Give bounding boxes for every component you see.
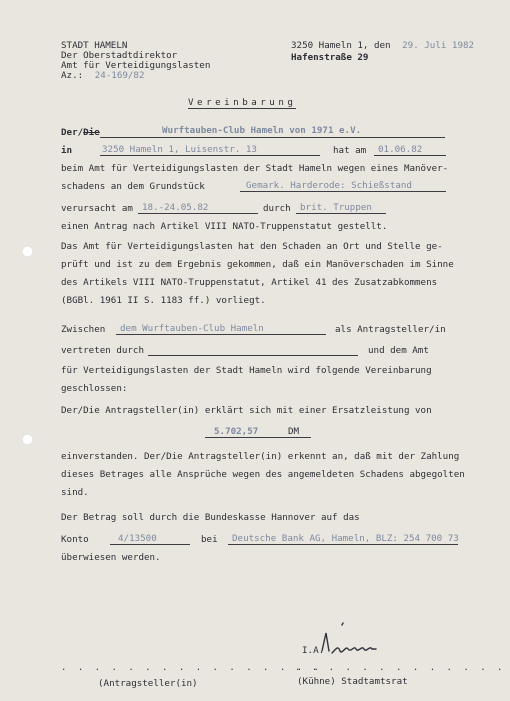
claimant-name: Wurftauben-Club Hameln von 1971 e.V.	[162, 125, 362, 136]
property-line	[240, 191, 446, 192]
ueberwiesen-line: überwiesen werden.	[61, 552, 161, 563]
letter-date: 29. Juli 1982	[402, 40, 475, 51]
durch-label: durch	[263, 203, 291, 214]
ersatz-line: Der/Die Antragsteller(in) erklärt sich mit einer Ersatzleistung von	[61, 405, 432, 416]
paragraph-line-3: des Artikels VIII NATO-Truppenstatut, Artikel 41 des Zusatzabkommens	[61, 277, 438, 288]
left-signature-dots: . . . . . . . . . . . . . . . .	[61, 663, 322, 673]
in-label: in	[61, 145, 73, 156]
compensation-amount: 5.702,57	[214, 426, 259, 437]
account-number: 4/13500	[118, 533, 157, 544]
struck-die: Die	[83, 127, 100, 138]
damage-cause-line	[296, 213, 386, 214]
property-description: Gemark. Harderode: Schießstand	[246, 180, 412, 191]
file-reference-value: 24-169/82	[94, 70, 145, 81]
file-reference-label: Az.:	[61, 70, 84, 81]
einverstanden-line-2: dieses Betrages alle Ansprüche wegen des angemeldeten Schadens abgegolten	[61, 469, 465, 480]
paragraph-line-1: Das Amt für Verteidigungslasten hat den Schaden an Ort und Stelle ge-	[61, 241, 443, 252]
amt-line: beim Amt für Verteidigungslasten der Stadt Hameln wegen eines Manöver-	[61, 163, 449, 174]
right-signature-dots: . . . . . . . . . . . . .	[295, 663, 506, 673]
grundstueck-label: schadens an dem Grundstück	[61, 181, 205, 192]
vertreten-line	[148, 355, 358, 356]
zwischen-party: dem Wurftauben-Club Hameln	[120, 323, 264, 334]
zwischen-label: Zwischen	[61, 324, 106, 335]
vereinbarung-line: für Verteidigungslasten der Stadt Hameln wird folgende Vereinbarung	[61, 365, 432, 376]
damage-cause: brit. Truppen	[300, 202, 372, 213]
damage-dates-line	[138, 213, 258, 214]
ia-label: I.A.	[302, 645, 325, 656]
claimant-address: 3250 Hameln 1, Luisenstr. 13	[102, 144, 257, 155]
place-label: 3250 Hameln 1, den	[291, 40, 391, 51]
claim-date-line	[374, 155, 446, 156]
geschlossen-line: geschlossen:	[61, 383, 128, 394]
bank-line	[228, 544, 458, 545]
bei-label: bei	[201, 534, 218, 545]
der-die-label: Der/Die	[61, 127, 100, 138]
damage-dates: 18.-24.05.82	[142, 202, 209, 213]
currency-label: DM	[288, 426, 300, 437]
punch-hole-top	[22, 246, 33, 257]
einverstanden-line-1: einverstanden. Der/Die Antragsteller(in) erkennt an, daß mit der Zahlung	[61, 451, 460, 462]
signature-icon	[318, 615, 438, 663]
bank-details: Deutsche Bank AG, Hameln, BLZ: 254 700 73	[232, 533, 459, 544]
place-date-line	[291, 40, 474, 51]
verursacht-label: verursacht am	[61, 203, 133, 214]
official-caption: (Kühne) Stadtamtsrat	[297, 676, 408, 687]
und-dem-amt-label: und dem Amt	[368, 345, 429, 356]
antragsteller-label: als Antragsteller/in	[335, 324, 446, 335]
applicant-caption: (Antragsteller(in)	[98, 678, 198, 689]
zwischen-line	[116, 334, 326, 335]
account-line	[110, 544, 190, 545]
konto-label: Konto	[61, 534, 89, 545]
paragraph-line-2: prüft und ist zu dem Ergebnis gekommen, daß ein Manöverschaden im Sinne	[61, 259, 454, 270]
authority-name: STADT HAMELN	[61, 40, 128, 51]
claimant-line	[100, 137, 445, 138]
paragraph-line-4: (BGBl. 1961 II S. 1183 ff.) vorliegt.	[61, 295, 266, 306]
betrag-line: Der Betrag soll durch die Bundeskasse Hannover auf das	[61, 512, 360, 523]
file-reference	[61, 70, 144, 81]
einverstanden-line-3: sind.	[61, 487, 89, 498]
authority-department: Der Oberstadtdirektor	[61, 50, 178, 61]
address-line	[100, 155, 320, 156]
punch-hole-bottom	[22, 434, 33, 445]
document-title: Vereinbarung	[188, 97, 297, 108]
street-address: Hafenstraße 29	[291, 52, 369, 63]
vertreten-label: vertreten durch	[61, 345, 144, 356]
antrag-line: einen Antrag nach Artikel VIII NATO-Truppenstatut gestellt.	[61, 221, 388, 232]
amount-line	[205, 437, 311, 438]
authority-office: Amt für Verteidigungslasten	[61, 60, 211, 71]
hat-am-label: hat am	[333, 145, 367, 156]
claim-date: 01.06.82	[378, 144, 423, 155]
